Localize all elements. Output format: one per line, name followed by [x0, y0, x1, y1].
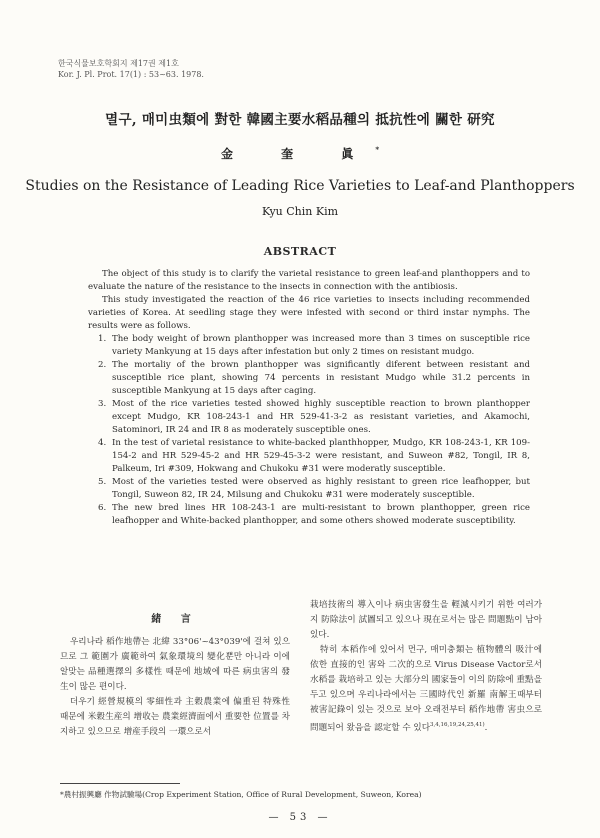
results-list: [88, 333, 530, 528]
intro-paragraph-2: 더우기 經營規模의 零細性과 主穀農業에 偏重된 特殊性 때문에 米穀生産의 增收는 農業經濟面에서 重要한 位置를 차지하고 있으므로 增産手段의 一環으로서: [60, 697, 290, 737]
result-number: 3.: [98, 399, 107, 409]
abstract-body: [88, 268, 530, 528]
result-text: In the test of varietal resistance to white-backed planthhopper, Mudgo, KR 108-243-1, KR 109-154-2 and HR 529-45-2 and HR 529-45-3-2 were resistant, and Suweon #82, Tongil, IR 8, Palkeum, Iri #309, Hokwang and Chukoku #31 were moderatly susceptible.: [112, 438, 530, 474]
result-item-4: [88, 437, 530, 476]
footnote-divider: [60, 783, 180, 784]
result-number: 4.: [98, 438, 107, 448]
introduction-heading: 緒 言: [151, 614, 199, 625]
title-korean: 멸구, 매미虫類에 對한 韓國主要水稻品種의 抵抗性에 關한 研究: [105, 112, 495, 128]
page-number: — 53 —: [268, 812, 332, 823]
abstract-heading: ABSTRACT: [263, 245, 337, 258]
result-number: 6.: [98, 503, 107, 513]
affiliation-footnote: *農村振興廳 作物試驗場(Crop Experiment Station, Office of Rural Development, Suweon, Korea): [60, 790, 422, 799]
journal-name-kr: 한국식물보호학회지 제17권 제1호: [58, 59, 179, 68]
result-text: The new bred lines HR 108-243-1 are multi-resistant to brown planthopper, green rice leafhopper and White-backed planthopper, and some others showed moderate susceptibility.: [112, 503, 530, 526]
result-text: The mortaliy of the brown planthopper was significantly diferent between resistant and susceptible rice plant, showing 74 percents in resistant Mudgo while 31.2 percents in susceptible Mankyung at 15 days after caging.: [112, 360, 530, 396]
journal-name-en: Kor. J. Pl. Prot. 17(1) : 53~63. 1978.: [58, 70, 204, 79]
result-number: 5.: [98, 477, 107, 487]
intro-paragraph-4-end: .: [484, 722, 488, 733]
abstract-paragraph-2: This study investigated the reaction of the 46 rice varieties to insects including recommended varieties of Korea. At seedling stage they were infested with second or third instar nymphs. The results were as follows.: [88, 295, 530, 331]
intro-paragraph-4: [310, 643, 542, 736]
title-english: Studies on the Resistance of Leading Rice Varieties to Leaf-and Planthoppers: [25, 178, 575, 194]
journal-citation: [58, 58, 204, 80]
result-item-6: [88, 502, 530, 528]
result-item-2: [88, 359, 530, 398]
abstract-paragraph-1: The object of this study is to clarify the varietal resistance to green leaf-and planthoppers and to evaluate the nature of the resistance to the insects in connection with the antibiosis.: [88, 269, 530, 292]
result-text: Most of the varieties tested were observed as highly resistant to green rice leafhopper, but Tongil, Suweon 82, IR 24, Milsung and Chukoku #31 were moderately susceptible.: [112, 477, 530, 500]
author-english: Kyu Chin Kim: [261, 205, 339, 218]
result-item-5: [88, 476, 530, 502]
intro-paragraph-1: 우리나라 稻作地帶는 北緯 33°06'~43°039'에 걸쳐 있으므로 그 範圍가 廣範하여 氣象環境의 變化뿐만 아니라 이에 알맞는 品種選擇의 多樣性 때문에 地域에 따른 病虫害의 發生이 많은 편이다.: [60, 637, 290, 692]
result-text: The body weight of brown planthopper was increased more than 3 times on susceptible rice variety Mankyung at 15 days after infestation but only 2 times on resistant mudgo.: [112, 334, 530, 357]
result-number: 1.: [98, 334, 107, 344]
result-item-3: [88, 398, 530, 437]
body-right-column: [310, 598, 542, 736]
result-text: Most of the rice varieties tested showed highly susceptible reaction to brown planthopper except Mudgo, KR 108-243-1 and HR 529-41-3-2 as resistant varieties, and Akamochi, Satominori, IR 24 and IR 8 as moderately susceptible ones.: [112, 399, 530, 435]
author-korean-name: 金 奎 眞: [220, 147, 376, 161]
author-footnote-mark: *: [375, 145, 380, 154]
body-left-column: [60, 612, 290, 740]
intro-paragraph-4-text: 特히 本稻作에 있어서 먼구, 매미충類는 植物體의 吸汁에 依한 直接的인 害와 二次的으로 Virus Disease Vactor로서 水稻를 栽培하고 있는 大部分의 國家들이 이의 防除에 重點을 두고 있으며 우리나라에서는 三國時代인 新羅 南解王때부터 被害記錄이 있는 것으로 보아 오래전부터 稻作地帶 害虫으로 問題되어 왔음을 認定할 수 있다: [310, 645, 542, 733]
reference-superscript: 3,4,16,19,24,25,41): [430, 722, 485, 728]
author-korean: [0, 145, 600, 162]
result-number: 2.: [98, 360, 107, 370]
result-item-1: [88, 333, 530, 359]
intro-paragraph-3: 栽培技術의 導入이나 病虫害發生을 輕減시키기 위한 여러가지 防除法이 試圖되고 있으나 現在로서는 많은 問題點이 남아 있다.: [310, 600, 542, 640]
